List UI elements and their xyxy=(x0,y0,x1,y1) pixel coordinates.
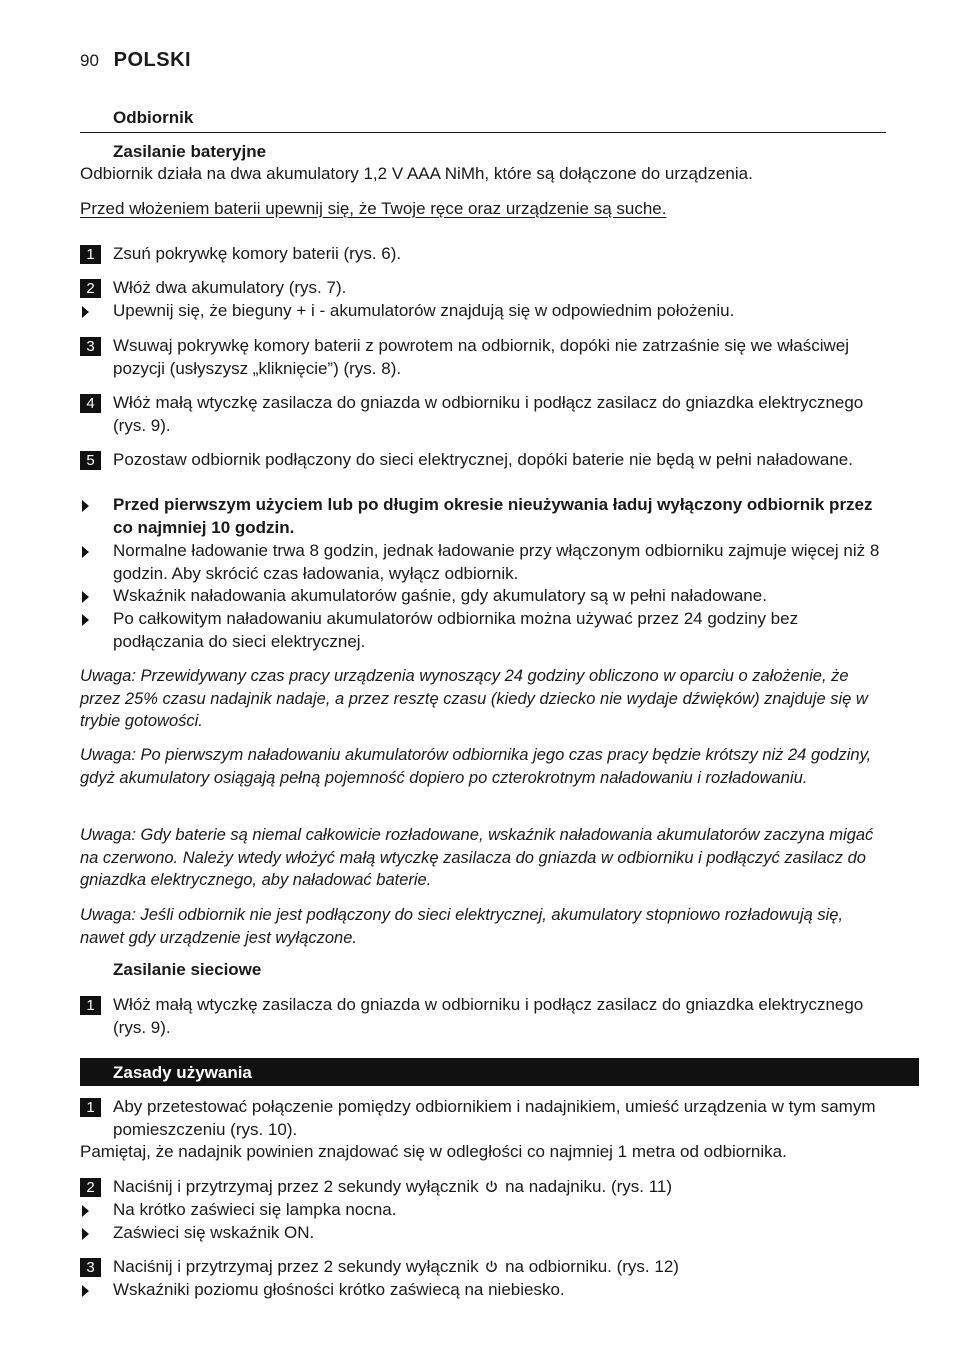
battery-warning: Przed włożeniem baterii upewnij się, że Twoje ręce oraz urządzenie są suche. xyxy=(80,199,667,218)
battery-step-4: 4 Włóż małą wtyczkę zasilacza do gniazda w odbiorniku i podłącz zasilacz do gniazdka elektrycznego (rys. 9). xyxy=(80,392,886,437)
language-label: POLSKI xyxy=(113,49,192,71)
step-number: 1 xyxy=(80,996,101,1015)
bullet-triangle-icon xyxy=(82,1205,89,1217)
bullet-item: Upewnij się, że bieguny + i - akumulatorów znajdują się w odpowiednim położeniu. xyxy=(80,300,886,323)
bullet-triangle-icon xyxy=(82,591,89,603)
note-3: Uwaga: Gdy baterie są niemal całkowicie rozładowane, wskaźnik naładowania akumulatorów zaczyna migać na czerwono. Należy wtedy włożyć małą wtyczkę zasilacza do gniazda w odbiorniku i podłączyć zasilacz do gniazdka elektrycznego, aby naładować baterie. xyxy=(80,826,874,889)
note-1: Uwaga: Przewidywany czas pracy urządzenia wynoszący 24 godziny obliczono w oparciu o założenie, że przez 25% czasu nadajnik nadaje, a przez resztę czasu (kiedy dziecko nie wydaje dźwięków) znajduje się w trybie gotowości. xyxy=(80,667,868,730)
mains-step-1: 1 Włóż małą wtyczkę zasilacza do gniazda w odbiorniku i podłącz zasilacz do gniazdka elektrycznego (rys. 9). xyxy=(80,994,886,1039)
bullet-item: Na krótko zaświeci się lampka nocna. xyxy=(80,1199,886,1222)
step-number: 4 xyxy=(80,394,101,413)
bullet-triangle-icon xyxy=(82,1285,89,1297)
battery-step-5: 5 Pozostaw odbiornik podłączony do sieci elektrycznej, dopóki baterie nie będą w pełni naładowane. xyxy=(80,449,886,472)
battery-step-1: 1 Zsuń pokrywkę komory baterii (rys. 6). xyxy=(80,243,886,266)
bullet-triangle-icon xyxy=(82,546,89,558)
usage-step-2: 2 Naciśnij i przytrzymaj przez 2 sekundy wyłącznik na nadajniku. (rys. 11) xyxy=(80,1176,886,1199)
step-number: 1 xyxy=(80,245,101,264)
usage-step-1-note: Pamiętaj, że nadajnik powinien znajdować się w odległości co najmniej 1 metra od odbiornika. xyxy=(80,1142,787,1161)
subsection-battery-heading: Zasilanie bateryjne xyxy=(113,142,267,161)
battery-step-3: 3 Wsuwaj pokrywkę komory baterii z powrotem na odbiornik, dopóki nie zatrzaśnie się we właściwej pozycji (usłyszysz „kliknięcie”) (rys. 8). xyxy=(80,335,886,380)
usage-step-1: 1 Aby przetestować połączenie pomiędzy odbiornikiem i nadajnikiem, umieść urządzenia w tym samym pomieszczeniu (rys. 10). xyxy=(80,1096,886,1141)
bullet-item: Zaświeci się wskaźnik ON. xyxy=(80,1222,886,1245)
section-odbiornik-heading xyxy=(80,107,886,133)
bullet-item: Przed pierwszym użyciem lub po długim okresie nieużywania ładuj wyłączony odbiornik przez co najmniej 10 godzin. xyxy=(80,494,886,539)
battery-intro: Odbiornik działa na dwa akumulatory 1,2 V AAA NiMh, które są dołączone do urządzenia. xyxy=(80,164,753,183)
subsection-mains-heading: Zasilanie sieciowe xyxy=(113,960,262,979)
page-header xyxy=(80,49,191,73)
step-number: 5 xyxy=(80,451,101,470)
bullet-item: Normalne ładowanie trwa 8 godzin, jednak ładowanie przy włączonym odbiorniku zajmuje więcej niż 8 godzin. Aby skrócić czas ładowania, wyłącz odbiornik. xyxy=(80,540,886,585)
power-icon xyxy=(485,1257,498,1270)
page-number: 90 xyxy=(80,51,99,70)
note-4: Uwaga: Jeśli odbiornik nie jest podłączony do sieci elektrycznej, akumulatory stopniowo rozładowują się, nawet gdy urządzenie jest wyłączone. xyxy=(80,906,844,947)
step-number: 3 xyxy=(80,1258,101,1277)
step-number: 3 xyxy=(80,337,101,356)
step-number: 1 xyxy=(80,1098,101,1117)
step-number: 2 xyxy=(80,1178,101,1197)
battery-step-2: 2 Włóż dwa akumulatory (rys. 7). xyxy=(80,277,886,300)
bullet-item: Wskaźnik naładowania akumulatorów gaśnie, gdy akumulatory są w pełni naładowane. xyxy=(80,585,886,608)
bullet-triangle-icon xyxy=(82,1228,89,1240)
section-heading: Odbiornik xyxy=(113,108,194,127)
bullet-triangle-icon xyxy=(82,306,89,318)
section-usage-heading: Zasady używania xyxy=(80,1058,919,1086)
usage-step-3: 3 Naciśnij i przytrzymaj przez 2 sekundy wyłącznik na odbiorniku. (rys. 12) xyxy=(80,1256,886,1279)
bullet-triangle-icon xyxy=(82,614,89,626)
bullet-triangle-icon xyxy=(82,500,89,512)
bullet-item: Wskaźniki poziomu głośności krótko zaświecą na niebiesko. xyxy=(80,1279,886,1302)
step-number: 2 xyxy=(80,279,101,298)
power-icon xyxy=(485,1177,498,1190)
bullet-item: Po całkowitym naładowaniu akumulatorów odbiornika można używać przez 24 godziny bez podłączania do sieci elektrycznej. xyxy=(80,608,886,653)
note-2: Uwaga: Po pierwszym naładowaniu akumulatorów odbiornika jego czas pracy będzie krótszy niż 24 godziny, gdyż akumulatory osiągają pełną pojemność dopiero po czterokrotnym naładowaniu i rozładowaniu. xyxy=(80,746,872,787)
